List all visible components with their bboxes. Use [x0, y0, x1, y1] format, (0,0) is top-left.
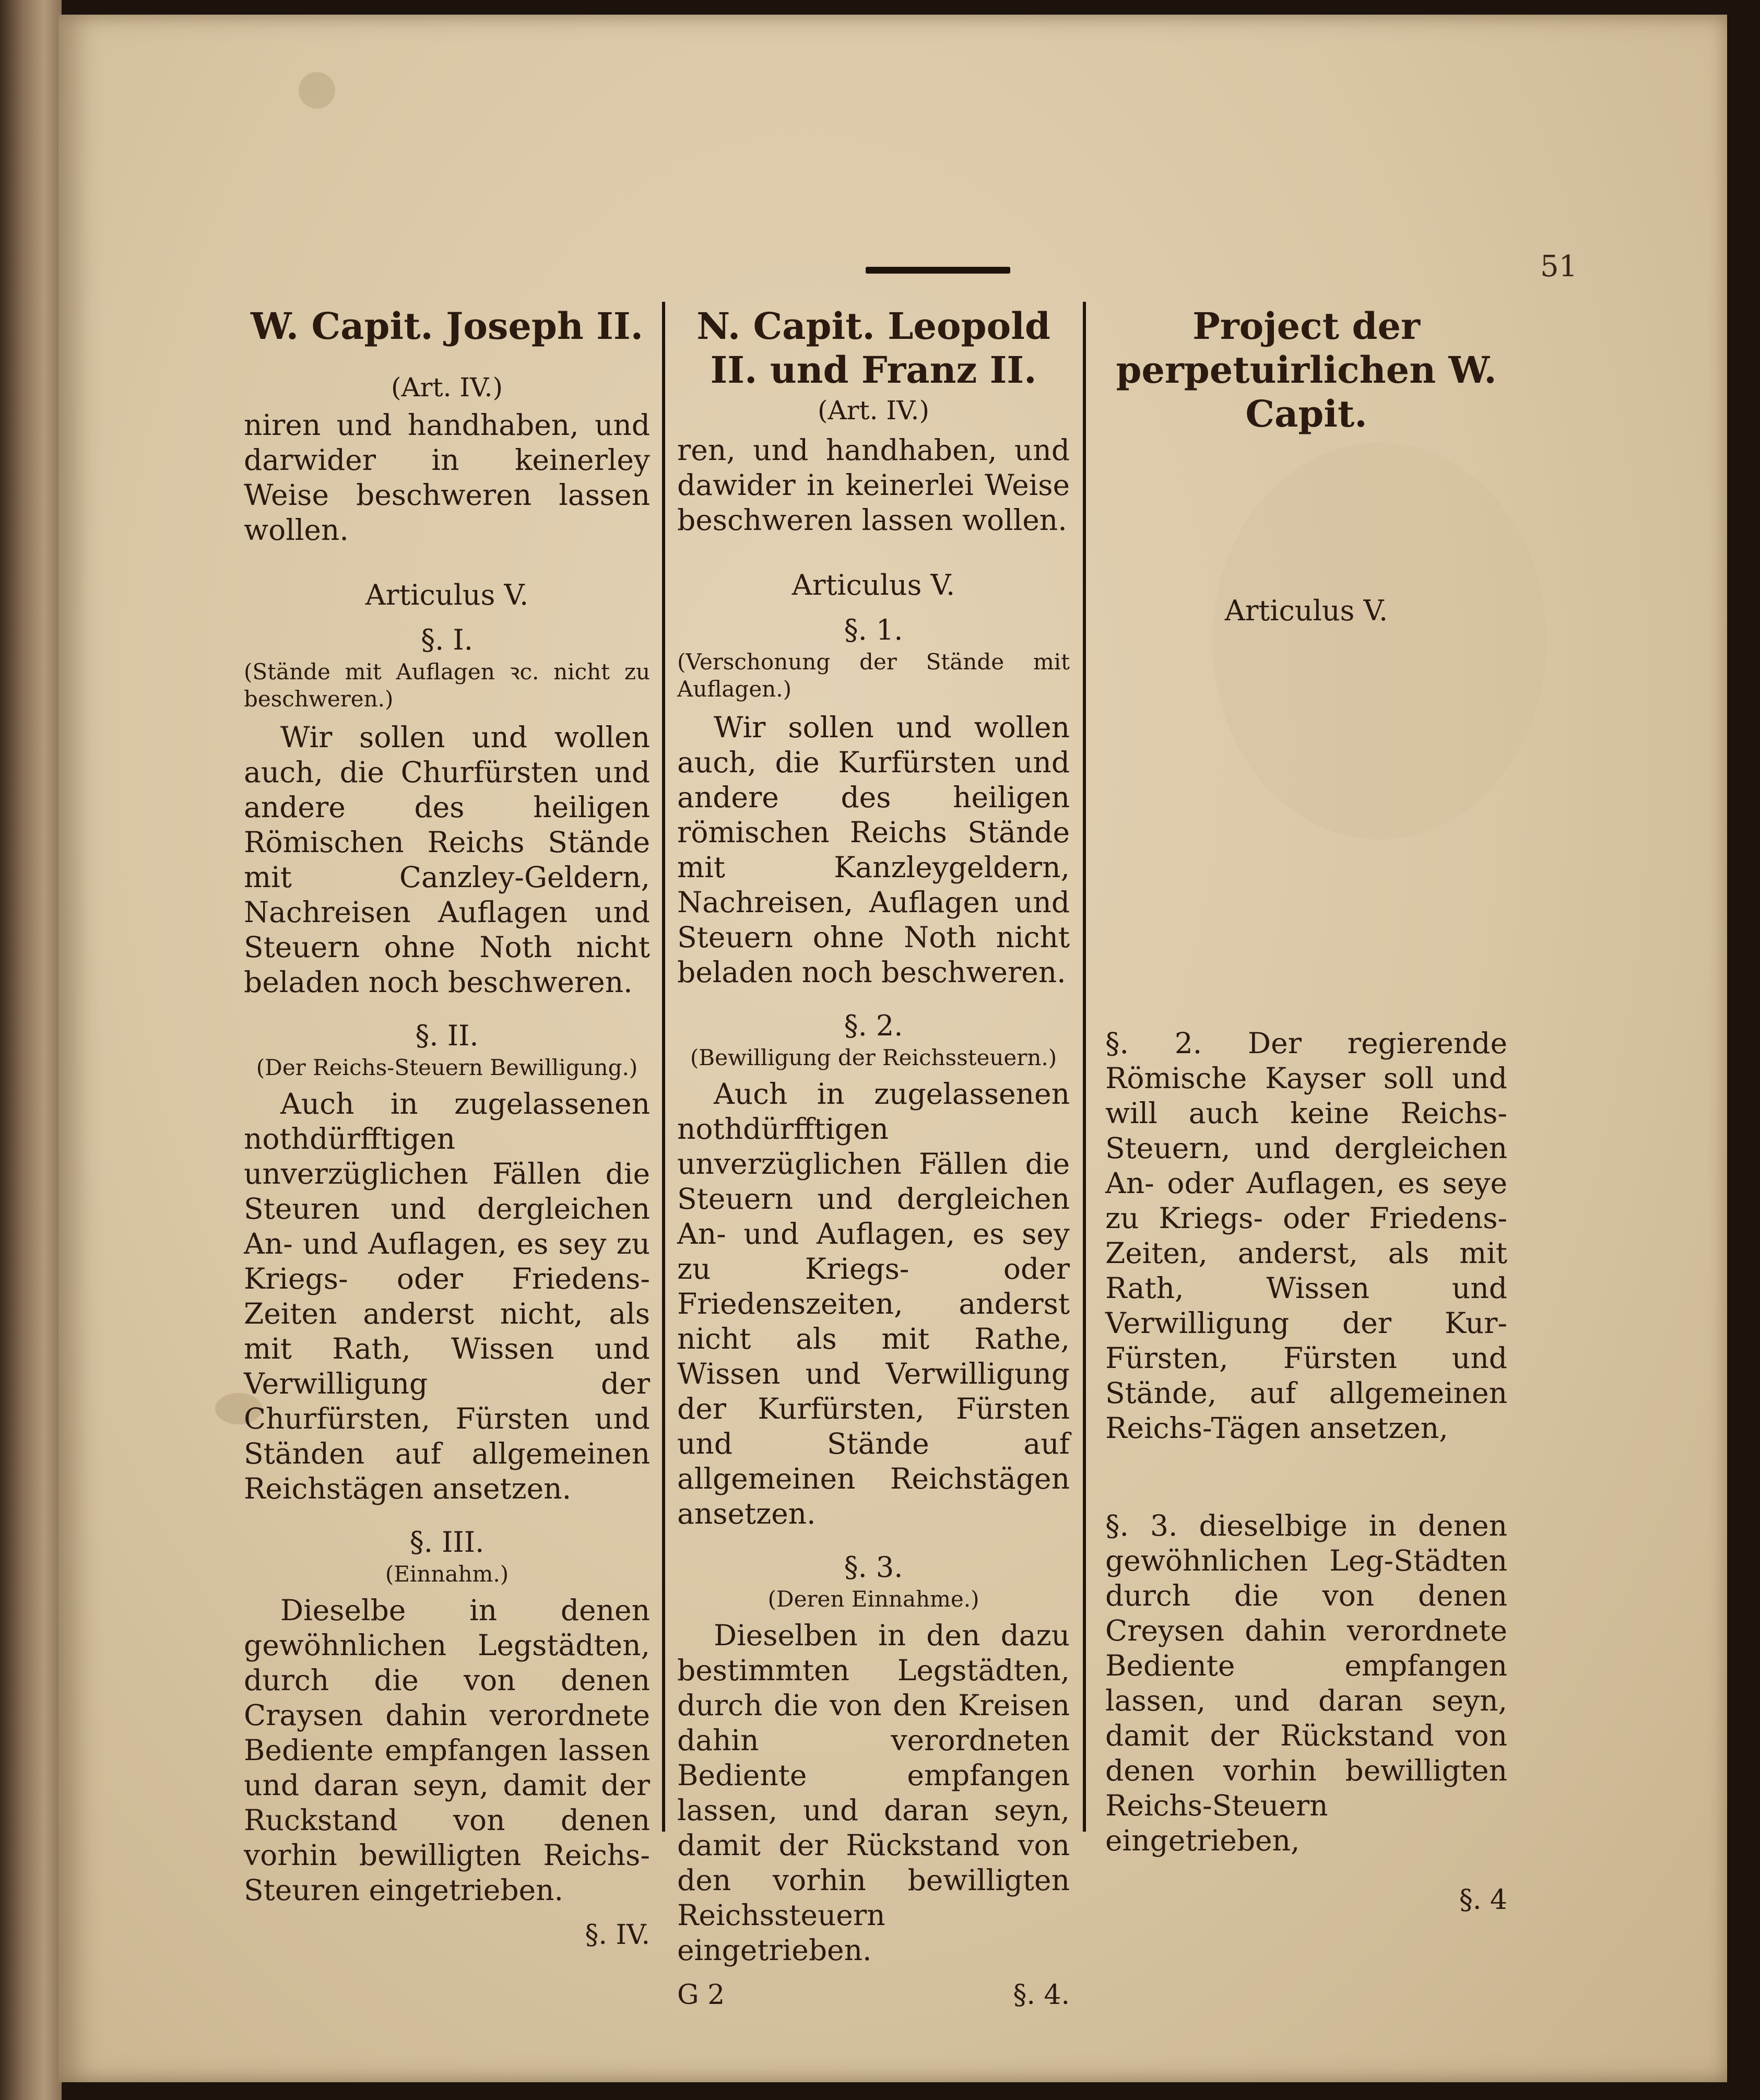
articulus-heading: Articulus V. [365, 579, 529, 611]
column-title: N. Capit. Leopold II. und Franz II. [696, 304, 1050, 392]
section-note: (Verschonung der Stände mit Auflagen.) [677, 649, 1070, 702]
article-reference: (Art. IV.) [391, 372, 503, 403]
catchword: §. IV. [585, 1919, 650, 1951]
paper-stain [299, 72, 335, 109]
header-rule [866, 267, 1010, 274]
section-text: Dieselben in den dazu bestimmten Legstädten, durch die von den Kreisen dahin verordneten Bediente empfangen lassen, und daran seyn, damit der Rückstand von den vorhin bewilligten Reichssteuern eingetrieben. [677, 1619, 1070, 1967]
catchword: §. 4 [1459, 1884, 1507, 1916]
articulus-heading: Articulus V. [792, 569, 955, 601]
section-text: Dieselbe in denen gewöhnlichen Legstädten, durch die von denen Craysen dahin verordnete Bediente empfangen lassen und daran seyn, damit der Ruckstand von denen vorhin bewilligten Reichs-Steuren eingetrieben. [244, 1594, 650, 1907]
section-text: §. 2. Der regierende Römische Kayser soll und will auch keine Reichs-Steuern, und dergleichen An- oder Auflagen, es seye zu Kriegs- oder Friedens-Zeiten, anderst, als mit Rath, Wissen und Verwilligung der Kur-Fürsten, Fürsten und Stände, auf allgemeinen Reichs-Tägen ansetzen, [1105, 1027, 1507, 1445]
section-heading: §. 3. [844, 1551, 903, 1584]
section-note: (Stände mit Auflagen ꝛc. nicht zu beschweren.) [244, 659, 650, 712]
continuation-text: ren, und handhaben, und dawider in keinerlei Weise beschweren lassen wollen. [677, 433, 1070, 537]
section-heading: §. 2. [844, 1009, 903, 1042]
section-heading: §. III. [409, 1526, 485, 1559]
column-rule-left [662, 302, 665, 1832]
column-project [1105, 304, 1507, 1916]
section-note: (Einnahm.) [385, 1561, 509, 1587]
book-gutter [0, 0, 62, 2100]
section-heading: §. I. [421, 623, 473, 656]
signature-row [677, 1979, 1070, 2011]
section-note: (Der Reichs-Steuern Bewilligung.) [256, 1055, 638, 1080]
section-text: Auch in zugelassenen nothdürfftigen unverzüglichen Fällen die Steuern und dergleichen An- und Auflagen, es sey zu Kriegs- oder Friedenszeiten, anderst nicht als mit Rathe, Wissen und Verwilligung der Kurfürsten, Fürsten und Stände auf allgemeinen Reichstägen ansetzen. [677, 1077, 1070, 1530]
section-heading: §. II. [415, 1019, 479, 1052]
section-text: Wir sollen und wollen auch, die Churfürsten und andere des heiligen Römischen Reichs Stände mit Canzley-Geldern, Nachreisen Auflagen und Steuern ohne Noth nicht beladen noch beschweren. [244, 721, 650, 999]
column-title: W. Capit. Joseph II. [251, 304, 643, 348]
book-page [58, 15, 1727, 2082]
catchword-row [1105, 1884, 1507, 1916]
section-text: Wir sollen und wollen auch, die Kurfürsten und andere des heiligen römischen Reichs Stände mit Kanzleygeldern, Nachreisen, Auflagen und Steuern ohne Noth nicht beladen noch beschweren. [677, 711, 1070, 989]
catchword: §. 4. [1013, 1979, 1070, 2011]
column-rule-right [1083, 302, 1086, 1832]
article-reference: (Art. IV.) [818, 395, 929, 426]
section-heading: §. 1. [844, 614, 903, 646]
page-number: 51 [1540, 250, 1578, 284]
section-text: Auch in zugelassenen nothdürfftigen unverzüglichen Fällen die Steuren und dergleichen An- und Auflagen, es sey zu Kriegs- oder Friedens-Zeiten anderst nicht, als mit Rath, Wissen und Verwilligung der Churfürsten, Fürsten und Ständen auf allgemeinen Reichstägen ansetzen. [244, 1087, 650, 1505]
column-joseph-ii [244, 304, 650, 1951]
section-note: (Deren Einnahme.) [767, 1586, 979, 1612]
articulus-heading: Articulus V. [1224, 594, 1388, 627]
catchword-row [244, 1919, 650, 1951]
printer-signature: G 2 [677, 1979, 725, 2011]
column-title: Project der perpetuirlichen W. Capit. [1116, 304, 1497, 435]
section-note: (Bewilligung der Reichssteuern.) [690, 1045, 1057, 1070]
continuation-text: niren und handhaben, und darwider in keinerley Weise beschweren lassen wollen. [244, 408, 650, 547]
section-text: §. 3. dieselbige in denen gewöhnlichen Leg-Städten durch die von denen Creysen dahin verordnete Bediente empfangen lassen, und daran seyn, damit der Rückstand von denen vorhin bewilligten Reichs-Steuern eingetrieben, [1105, 1509, 1507, 1857]
column-leopold-franz [677, 304, 1070, 2011]
